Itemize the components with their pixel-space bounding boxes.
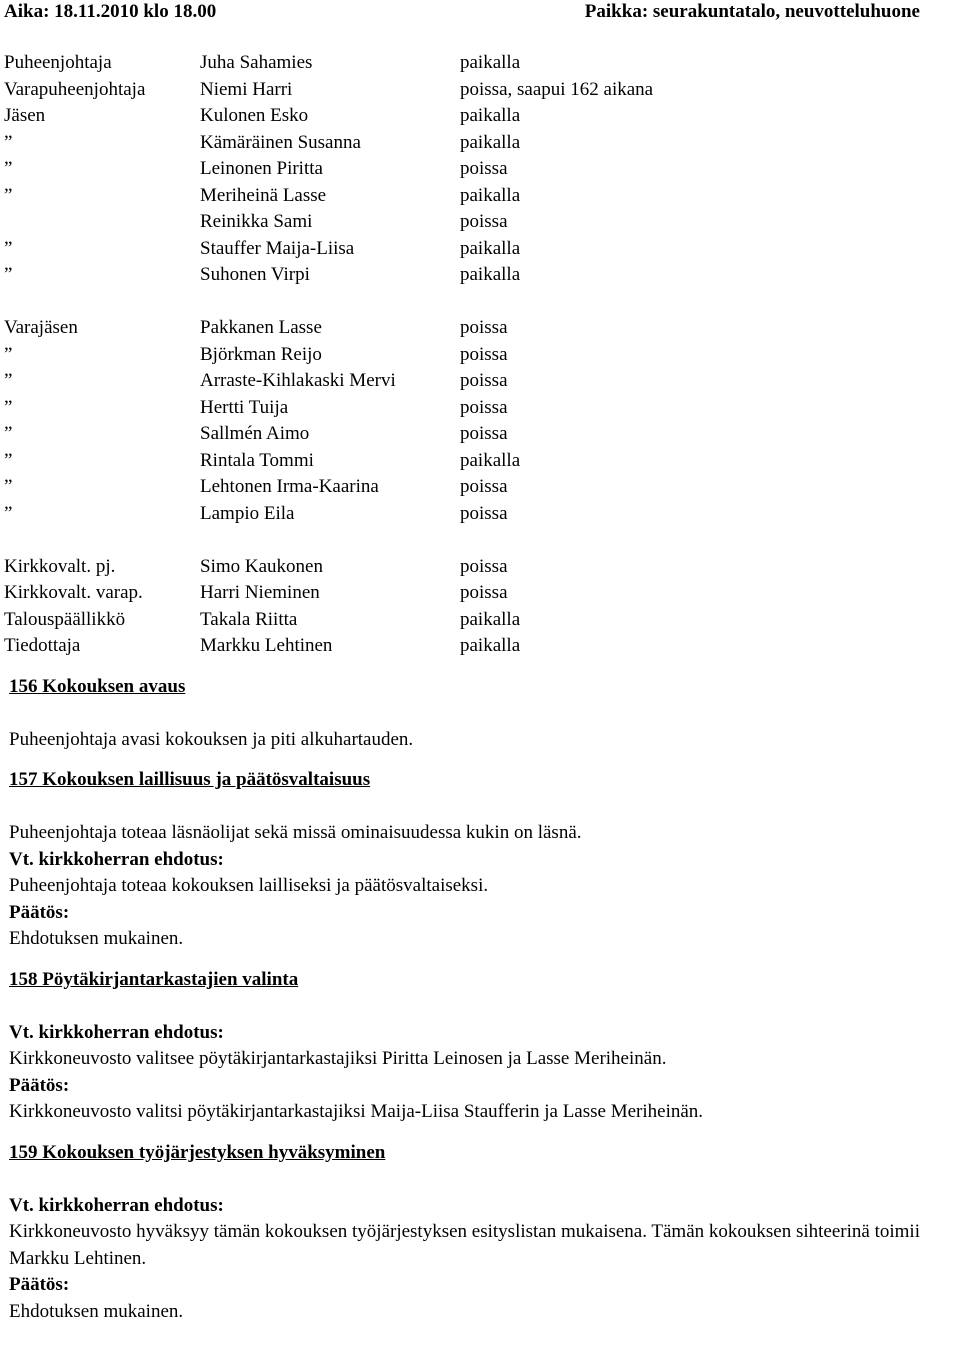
attendee-name: Arraste-Kihlakaski Mervi [200, 370, 396, 391]
proposal-text: Kirkkoneuvosto valitsee pöytäkirjantarkastajiksi Piritta Leinosen ja Lasse Meriheinän. [9, 1048, 667, 1069]
attendee-row [4, 395, 956, 422]
spacer [9, 794, 956, 821]
attendee-role: Varapuheenjohtaja [4, 78, 146, 100]
spacer [9, 993, 956, 1020]
attendee-role: Kirkkovalt. pj. [4, 555, 116, 577]
deputies-list [4, 315, 956, 527]
attendee-name: Markku Lehtinen [200, 635, 333, 656]
section-159 [9, 1140, 956, 1326]
proposal-label: Vt. kirkkoherran ehdotus: [9, 1021, 224, 1043]
attendee-name: Kulonen Esko [200, 105, 309, 126]
attendee-status: paikalla [460, 608, 521, 630]
attendee-name: Lehtonen Irma-Kaarina [200, 476, 379, 497]
attendee-role: Varajäsen [4, 317, 78, 338]
attendee-status: poissa [460, 476, 508, 497]
attendee-row [4, 580, 956, 607]
section-156 [9, 674, 956, 754]
attendee-role: Tiedottaja [4, 635, 81, 656]
attendee-row [4, 633, 956, 660]
attendee-name: Lampio Eila [200, 502, 295, 524]
attendee-role: Kirkkovalt. varap. [4, 582, 143, 603]
attendee-role: ” [4, 370, 13, 391]
others-list [4, 554, 956, 660]
attendee-row [4, 342, 956, 369]
attendee-name: Niemi Harri [200, 78, 293, 100]
decision-text: Ehdotuksen mukainen. [9, 1300, 184, 1322]
section-heading: 159 Kokouksen työjärjestyksen hyväksyminen [9, 1141, 386, 1163]
attendee-name: Hertti Tuija [200, 396, 289, 418]
decision-text: Ehdotuksen mukainen. [9, 928, 184, 949]
attendee-role: ” [4, 264, 13, 285]
attendee-status: paikalla [460, 52, 521, 73]
attendee-row [4, 50, 956, 77]
attendee-row [4, 156, 956, 183]
attendee-row [4, 448, 956, 475]
attendee-status: poissa [460, 370, 508, 391]
attendee-name: Reinikka Sami [200, 211, 313, 232]
attendee-status: poissa [460, 396, 508, 418]
attendee-name: Juha Sahamies [200, 52, 313, 73]
attendee-row [4, 130, 956, 157]
section-heading: 156 Kokouksen avaus [9, 675, 186, 697]
document-page [4, 0, 956, 1325]
decision-label: Päätös: [9, 1074, 70, 1096]
attendee-name: Björkman Reijo [200, 343, 322, 365]
decision-label: Päätös: [9, 1274, 70, 1295]
section-text: Puheenjohtaja toteaa läsnäolijat sekä missä ominaisuudessa kukin on läsnä. [9, 822, 582, 843]
attendee-row [4, 262, 956, 289]
section-heading: 157 Kokouksen laillisuus ja päätösvaltaisuus [9, 769, 371, 790]
spacer [9, 1166, 956, 1193]
attendee-status: paikalla [460, 237, 521, 259]
proposal-text: Kirkkoneuvosto hyväksyy tämän kokouksen työjärjestyksen esityslistan mukaisena. Tämän kokouksen sihteerinä toimii Markku Lehtinen. [9, 1221, 920, 1269]
attendee-status: poissa [460, 555, 508, 577]
attendee-name: Suhonen Virpi [200, 264, 310, 285]
attendee-role: ” [4, 184, 13, 206]
attendee-status: poissa [460, 343, 508, 365]
attendee-row [4, 103, 956, 130]
attendee-role: ” [4, 343, 13, 365]
attendee-role [4, 209, 200, 236]
attendee-role: ” [4, 449, 13, 471]
proposal-text: Puheenjohtaja toteaa kokouksen lailliseksi ja päätösvaltaiseksi. [9, 875, 489, 896]
spacer [9, 700, 956, 727]
attendee-status: poissa [460, 423, 508, 444]
attendee-status: paikalla [460, 131, 521, 153]
spacer [4, 527, 956, 554]
attendee-name: Takala Riitta [200, 608, 298, 630]
attendee-role: ” [4, 502, 13, 524]
attendee-name: Sallmén Aimo [200, 423, 310, 444]
meeting-time: Aika: 18.11.2010 klo 18.00 [4, 1, 217, 22]
attendee-status: poissa [460, 317, 508, 338]
attendee-row [4, 315, 956, 342]
attendee-row [4, 607, 956, 634]
attendee-status: paikalla [460, 105, 521, 126]
attendee-row [4, 183, 956, 210]
attendee-name: Rintala Tommi [200, 449, 314, 471]
attendee-role: ” [4, 131, 13, 153]
attendee-name: Leinonen Piritta [200, 158, 323, 179]
attendee-status: poissa [460, 158, 508, 179]
section-158 [9, 967, 956, 1126]
attendee-status: poissa, saapui 162 aikana [460, 78, 654, 100]
attendee-name: Harri Nieminen [200, 582, 320, 603]
members-list [4, 50, 956, 289]
attendee-row [4, 421, 956, 448]
attendee-row [4, 209, 956, 236]
meeting-header [4, 0, 956, 26]
attendee-role: ” [4, 237, 13, 259]
section-heading: 158 Pöytäkirjantarkastajien valinta [9, 968, 299, 990]
attendee-status: paikalla [460, 635, 521, 656]
attendee-row [4, 474, 956, 501]
attendee-name: Stauffer Maija-Liisa [200, 237, 355, 259]
attendee-role: Talouspäällikkö [4, 608, 126, 630]
attendee-status: paikalla [460, 264, 521, 285]
attendee-status: poissa [460, 582, 508, 603]
section-text: Puheenjohtaja avasi kokouksen ja piti alkuhartauden. [9, 728, 414, 750]
attendee-role: ” [4, 423, 13, 444]
decision-label: Päätös: [9, 901, 70, 923]
attendee-row [4, 77, 956, 104]
attendee-role: ” [4, 158, 13, 179]
attendee-name: Simo Kaukonen [200, 555, 323, 577]
attendee-status: paikalla [460, 184, 521, 206]
attendee-row [4, 236, 956, 263]
attendee-role: Puheenjohtaja [4, 52, 112, 73]
attendee-status: poissa [460, 211, 508, 232]
attendee-name: Meriheinä Lasse [200, 184, 327, 206]
attendee-row [4, 501, 956, 528]
attendee-status: poissa [460, 502, 508, 524]
attendee-name: Pakkanen Lasse [200, 317, 322, 338]
spacer [4, 289, 956, 316]
attendee-row [4, 368, 956, 395]
proposal-label: Vt. kirkkoherran ehdotus: [9, 848, 224, 870]
attendee-role: ” [4, 396, 13, 418]
proposal-label: Vt. kirkkoherran ehdotus: [9, 1194, 224, 1216]
meeting-place: Paikka: seurakuntatalo, neuvotteluhuone [584, 1, 920, 22]
attendee-row [4, 554, 956, 581]
attendee-status: paikalla [460, 449, 521, 471]
decision-text: Kirkkoneuvosto valitsi pöytäkirjantarkastajiksi Maija-Liisa Staufferin ja Lasse Meriheinän. [9, 1101, 704, 1122]
attendee-role: ” [4, 476, 13, 497]
attendee-role: Jäsen [4, 105, 46, 126]
section-157 [9, 767, 956, 953]
attendee-name: Kämäräinen Susanna [200, 131, 361, 153]
